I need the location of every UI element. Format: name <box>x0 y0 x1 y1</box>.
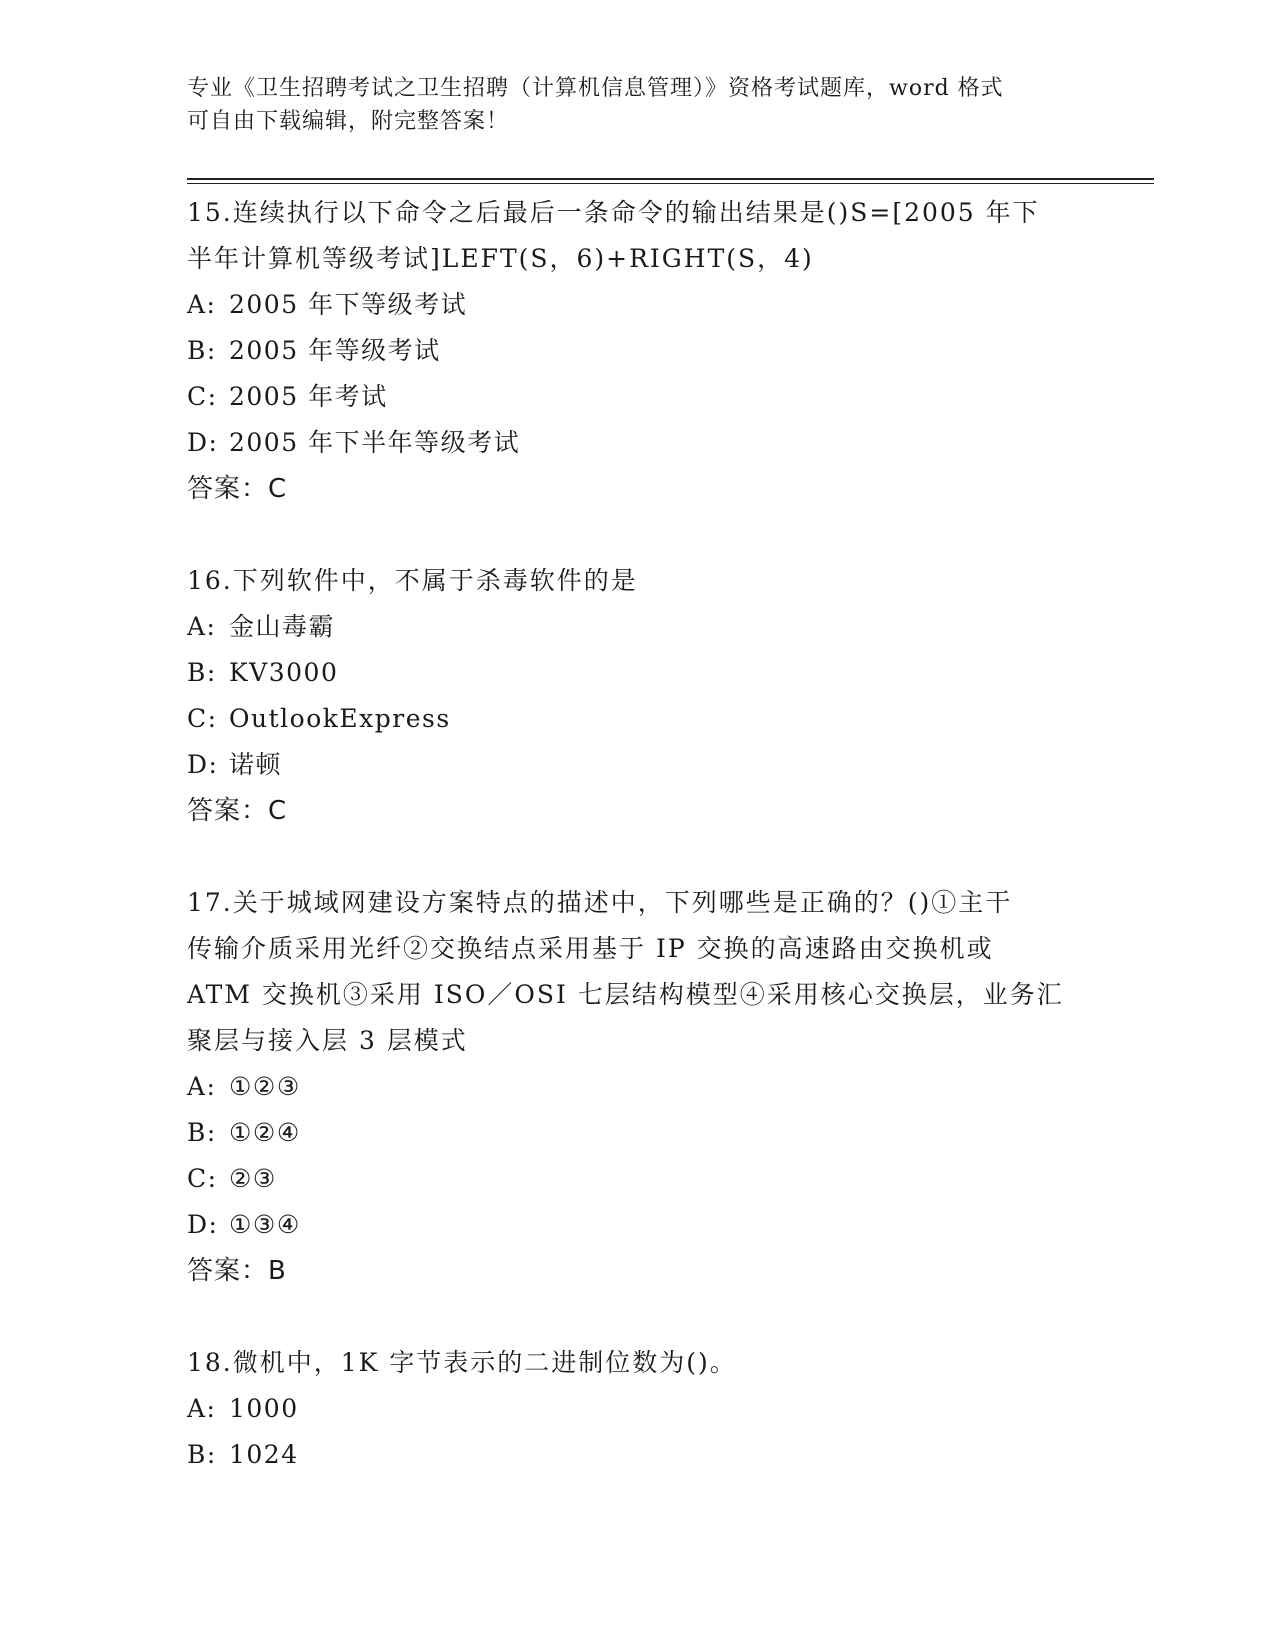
option-text: 2005 年下等级考试 <box>229 290 468 319</box>
option-text: ①②④ <box>229 1118 301 1147</box>
option-text: ①③④ <box>229 1210 301 1239</box>
option-letter: B: <box>187 1118 217 1147</box>
option-a <box>187 1064 1087 1110</box>
option-c <box>187 374 1087 420</box>
option-letter: C: <box>187 704 218 733</box>
option-text: 2005 年下半年等级考试 <box>229 428 521 457</box>
option-b <box>187 328 1087 374</box>
option-text: 金山毒霸 <box>229 612 336 641</box>
option-letter: A: <box>187 1072 217 1101</box>
question-list <box>187 190 1087 1524</box>
stem-line: 15.连续执行以下命令之后最后一条命令的输出结果是()S=[2005 年下 <box>187 198 1040 227</box>
stem-line: ATM 交换机③采用 ISO／OSI 七层结构模型④采用核心交换层，业务汇 <box>187 980 1064 1009</box>
header-line-2: 可自由下载编辑，附完整答案！ <box>187 109 510 134</box>
question-stem <box>187 558 1087 604</box>
option-letter: A: <box>187 1394 217 1423</box>
option-b <box>187 1432 1087 1478</box>
option-d <box>187 1202 1087 1248</box>
option-letter: A: <box>187 290 217 319</box>
option-letter: D: <box>187 428 219 457</box>
question-stem <box>187 1340 1087 1386</box>
stem-line: 16.下列软件中，不属于杀毒软件的是 <box>187 566 638 595</box>
option-c <box>187 1156 1087 1202</box>
option-letter: C: <box>187 1164 218 1193</box>
document-header <box>187 72 1067 138</box>
option-letter: A: <box>187 612 217 641</box>
answer-line: 答案：C <box>187 796 288 826</box>
option-letter: B: <box>187 1440 217 1469</box>
stem-line: 18.微机中，1K 字节表示的二进制位数为()。 <box>187 1348 737 1377</box>
option-d <box>187 742 1087 788</box>
option-a <box>187 604 1087 650</box>
stem-line: 聚层与接入层 3 层模式 <box>187 1026 468 1055</box>
stem-line: 半年计算机等级考试]LEFT(S，6)+RIGHT(S，4) <box>187 244 814 273</box>
option-d <box>187 420 1087 466</box>
answer-line: 答案：C <box>187 474 288 504</box>
option-text: 1024 <box>229 1440 299 1469</box>
option-text: KV3000 <box>229 658 339 687</box>
option-text: ②③ <box>229 1164 277 1193</box>
answer-line: 答案：B <box>187 1256 287 1286</box>
option-text: 诺顿 <box>229 750 283 779</box>
question-17 <box>187 880 1087 1294</box>
stem-line: 传输介质采用光纤②交换结点采用基于 IP 交换的高速路由交换机或 <box>187 934 994 963</box>
question-stem <box>187 880 1087 1064</box>
stem-line: 17.关于城域网建设方案特点的描述中，下列哪些是正确的？()①主干 <box>187 888 1013 917</box>
option-a <box>187 282 1087 328</box>
question-16 <box>187 558 1087 834</box>
option-text: OutlookExpress <box>229 704 451 733</box>
option-letter: D: <box>187 750 219 779</box>
question-15 <box>187 190 1087 512</box>
question-18 <box>187 1340 1087 1478</box>
header-line-1: 专业《卫生招聘考试之卫生招聘（计算机信息管理）》资格考试题库，word 格式 <box>187 76 1004 101</box>
option-letter: B: <box>187 336 217 365</box>
option-text: 1000 <box>229 1394 299 1423</box>
header-divider-thick <box>187 178 1154 180</box>
option-letter: B: <box>187 658 217 687</box>
option-letter: C: <box>187 382 218 411</box>
option-a <box>187 1386 1087 1432</box>
option-text: 2005 年等级考试 <box>229 336 441 365</box>
option-letter: D: <box>187 1210 219 1239</box>
option-c <box>187 696 1087 742</box>
option-b <box>187 650 1087 696</box>
question-stem <box>187 190 1087 282</box>
option-text: 2005 年考试 <box>229 382 388 411</box>
header-divider-thin <box>187 183 1154 184</box>
option-text: ①②③ <box>229 1072 301 1101</box>
option-b <box>187 1110 1087 1156</box>
